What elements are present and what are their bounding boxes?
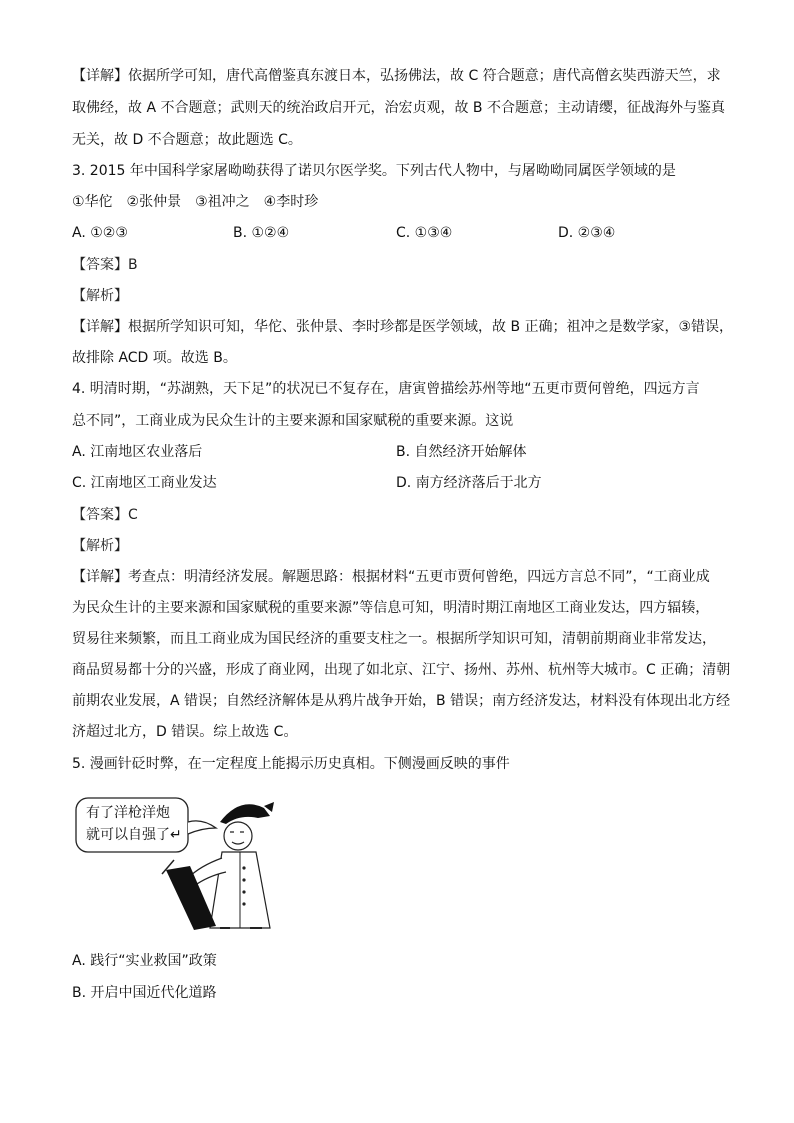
q4-stem-line-1: 4. 明清时期，“苏湖熟，天下足”的状况已不复存在，唐寅曾描绘苏州等地“五更市贾何曾绝，四远方言 [72, 381, 700, 397]
q3-detail-line-1: 【详解】根据所学知识可知，华佗、张仲景、李时珍都是医学领域，故 B 正确；祖冲之是数学家，③错误， [72, 319, 734, 335]
q3-stem: 3. 2015 年中国科学家屠呦呦获得了诺贝尔医学奖。下列古代人物中，与屠呦呦同属医学领域的是 [72, 163, 676, 179]
q3-analysis-heading: 【解析】 [72, 288, 128, 304]
q4-option-d: D. 南方经济落后于北方 [396, 475, 542, 491]
q4-detail-line-3: 贸易往来频繁，而且工商业成为国民经济的重要支柱之一。根据所学知识可知，清朝前期商业非常发达， [72, 631, 716, 647]
q3-option-d: D. ②③④ [558, 225, 616, 241]
q4-detail-line-2: 为民众生计的主要来源和国家赋税的重要来源”等信息可知，明清时期江南地区工商业发达，四方辐辏， [72, 600, 710, 616]
q5-option-a: A. 践行“实业救国”政策 [72, 953, 217, 969]
q4-stem-line-2: 总不同”，工商业成为民众生计的主要来源和国家赋税的重要来源。这说 [72, 413, 514, 429]
q3-option-c: C. ①③④ [396, 225, 453, 241]
cartoon-image [70, 788, 285, 938]
q2-detail-line-1: 【详解】依据所学可知，唐代高僧鉴真东渡日本，弘扬佛法，故 C 符合题意；唐代高僧玄奘西游天竺，求 [72, 68, 721, 84]
q4-detail-line-6: 济超过北方，D 错误。综上故选 C。 [72, 724, 298, 740]
q3-items: ①华佗 ②张仲景 ③祖冲之 ④李时珍 [72, 194, 319, 210]
q4-detail-line-4: 商品贸易都十分的兴盛，形成了商业网，出现了如北京、江宁、扬州、苏州、杭州等大城市。C 正确；清朝 [72, 662, 731, 678]
q4-option-a: A. 江南地区农业落后 [72, 444, 203, 460]
q5-option-b: B. 开启中国近代化道路 [72, 985, 217, 1001]
q3-answer: 【答案】B [72, 257, 138, 273]
q4-detail-line-5: 前期农业发展，A 错误；自然经济解体是从鸦片战争开始，B 错误；南方经济发达，材料没有体现出北方经 [72, 693, 731, 709]
cartoon-caption-line-1: 有了洋枪洋炮 [86, 805, 170, 821]
q4-option-b: B. 自然经济开始解体 [396, 444, 527, 460]
q4-analysis-heading: 【解析】 [72, 538, 128, 554]
q4-option-c: C. 江南地区工商业发达 [72, 475, 217, 491]
q2-detail-line-2: 取佛经，故 A 不合题意；武则天的统治政启开元，治宏贞观，故 B 不合题意；主动请缨，征战海外与鉴真 [72, 100, 725, 116]
q2-detail-line-3: 无关，故 D 不合题意；故此题选 C。 [72, 132, 302, 148]
q3-option-a: A. ①②③ [72, 225, 128, 241]
q4-detail-line-1: 【详解】考查点：明清经济发展。解题思路：根据材料“五更市贾何曾绝，四远方言总不同”，“工商业成 [72, 569, 710, 585]
cartoon-caption-line-2: 就可以自强了↵ [86, 827, 182, 843]
q5-stem: 5. 漫画针砭时弊，在一定程度上能揭示历史真相。下侧漫画反映的事件 [72, 756, 510, 772]
q3-option-b: B. ①②④ [233, 225, 290, 241]
q4-answer: 【答案】C [72, 507, 138, 523]
q3-detail-line-2: 故排除 ACD 项。故选 B。 [72, 350, 237, 366]
